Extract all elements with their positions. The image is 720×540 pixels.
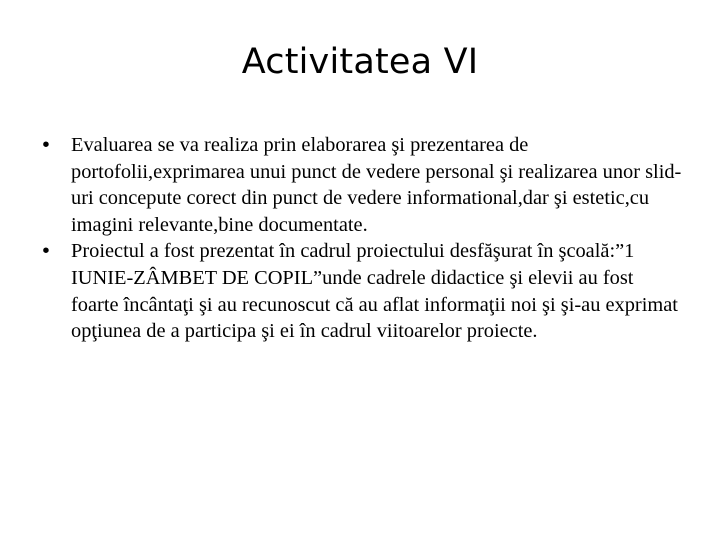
bullet-item-project	[36, 238, 686, 344]
bullet-dot-icon: •	[42, 240, 50, 263]
bullet-text: Proiectul a fost prezentat în cadrul proiectului desfăşurat în şcoală:”1 IUNIE-ZÂMBET DE COPIL”unde cadrele didactice şi elevii au fost foarte încântaţi şi au recunoscut că au aflat informaţii noi şi şi-au exprimat opţiunea de a participa şi ei în cadrul viitoarelor proiecte.	[71, 240, 678, 343]
bullet-dot-icon: •	[42, 134, 50, 156]
slide-title: Activitatea VI	[241, 42, 479, 82]
bullet-text: Evaluarea se va realiza prin elaborarea şi prezentarea de portofolii,exprimarea unui punct de vedere personal şi realizarea unor slid-uri concepute corect din punct de vedere informational,dar şi estetic,cu imagini relevante,bine documentate.	[71, 134, 682, 236]
bullet-item-evaluation	[36, 132, 686, 238]
bullet-list	[36, 132, 686, 345]
